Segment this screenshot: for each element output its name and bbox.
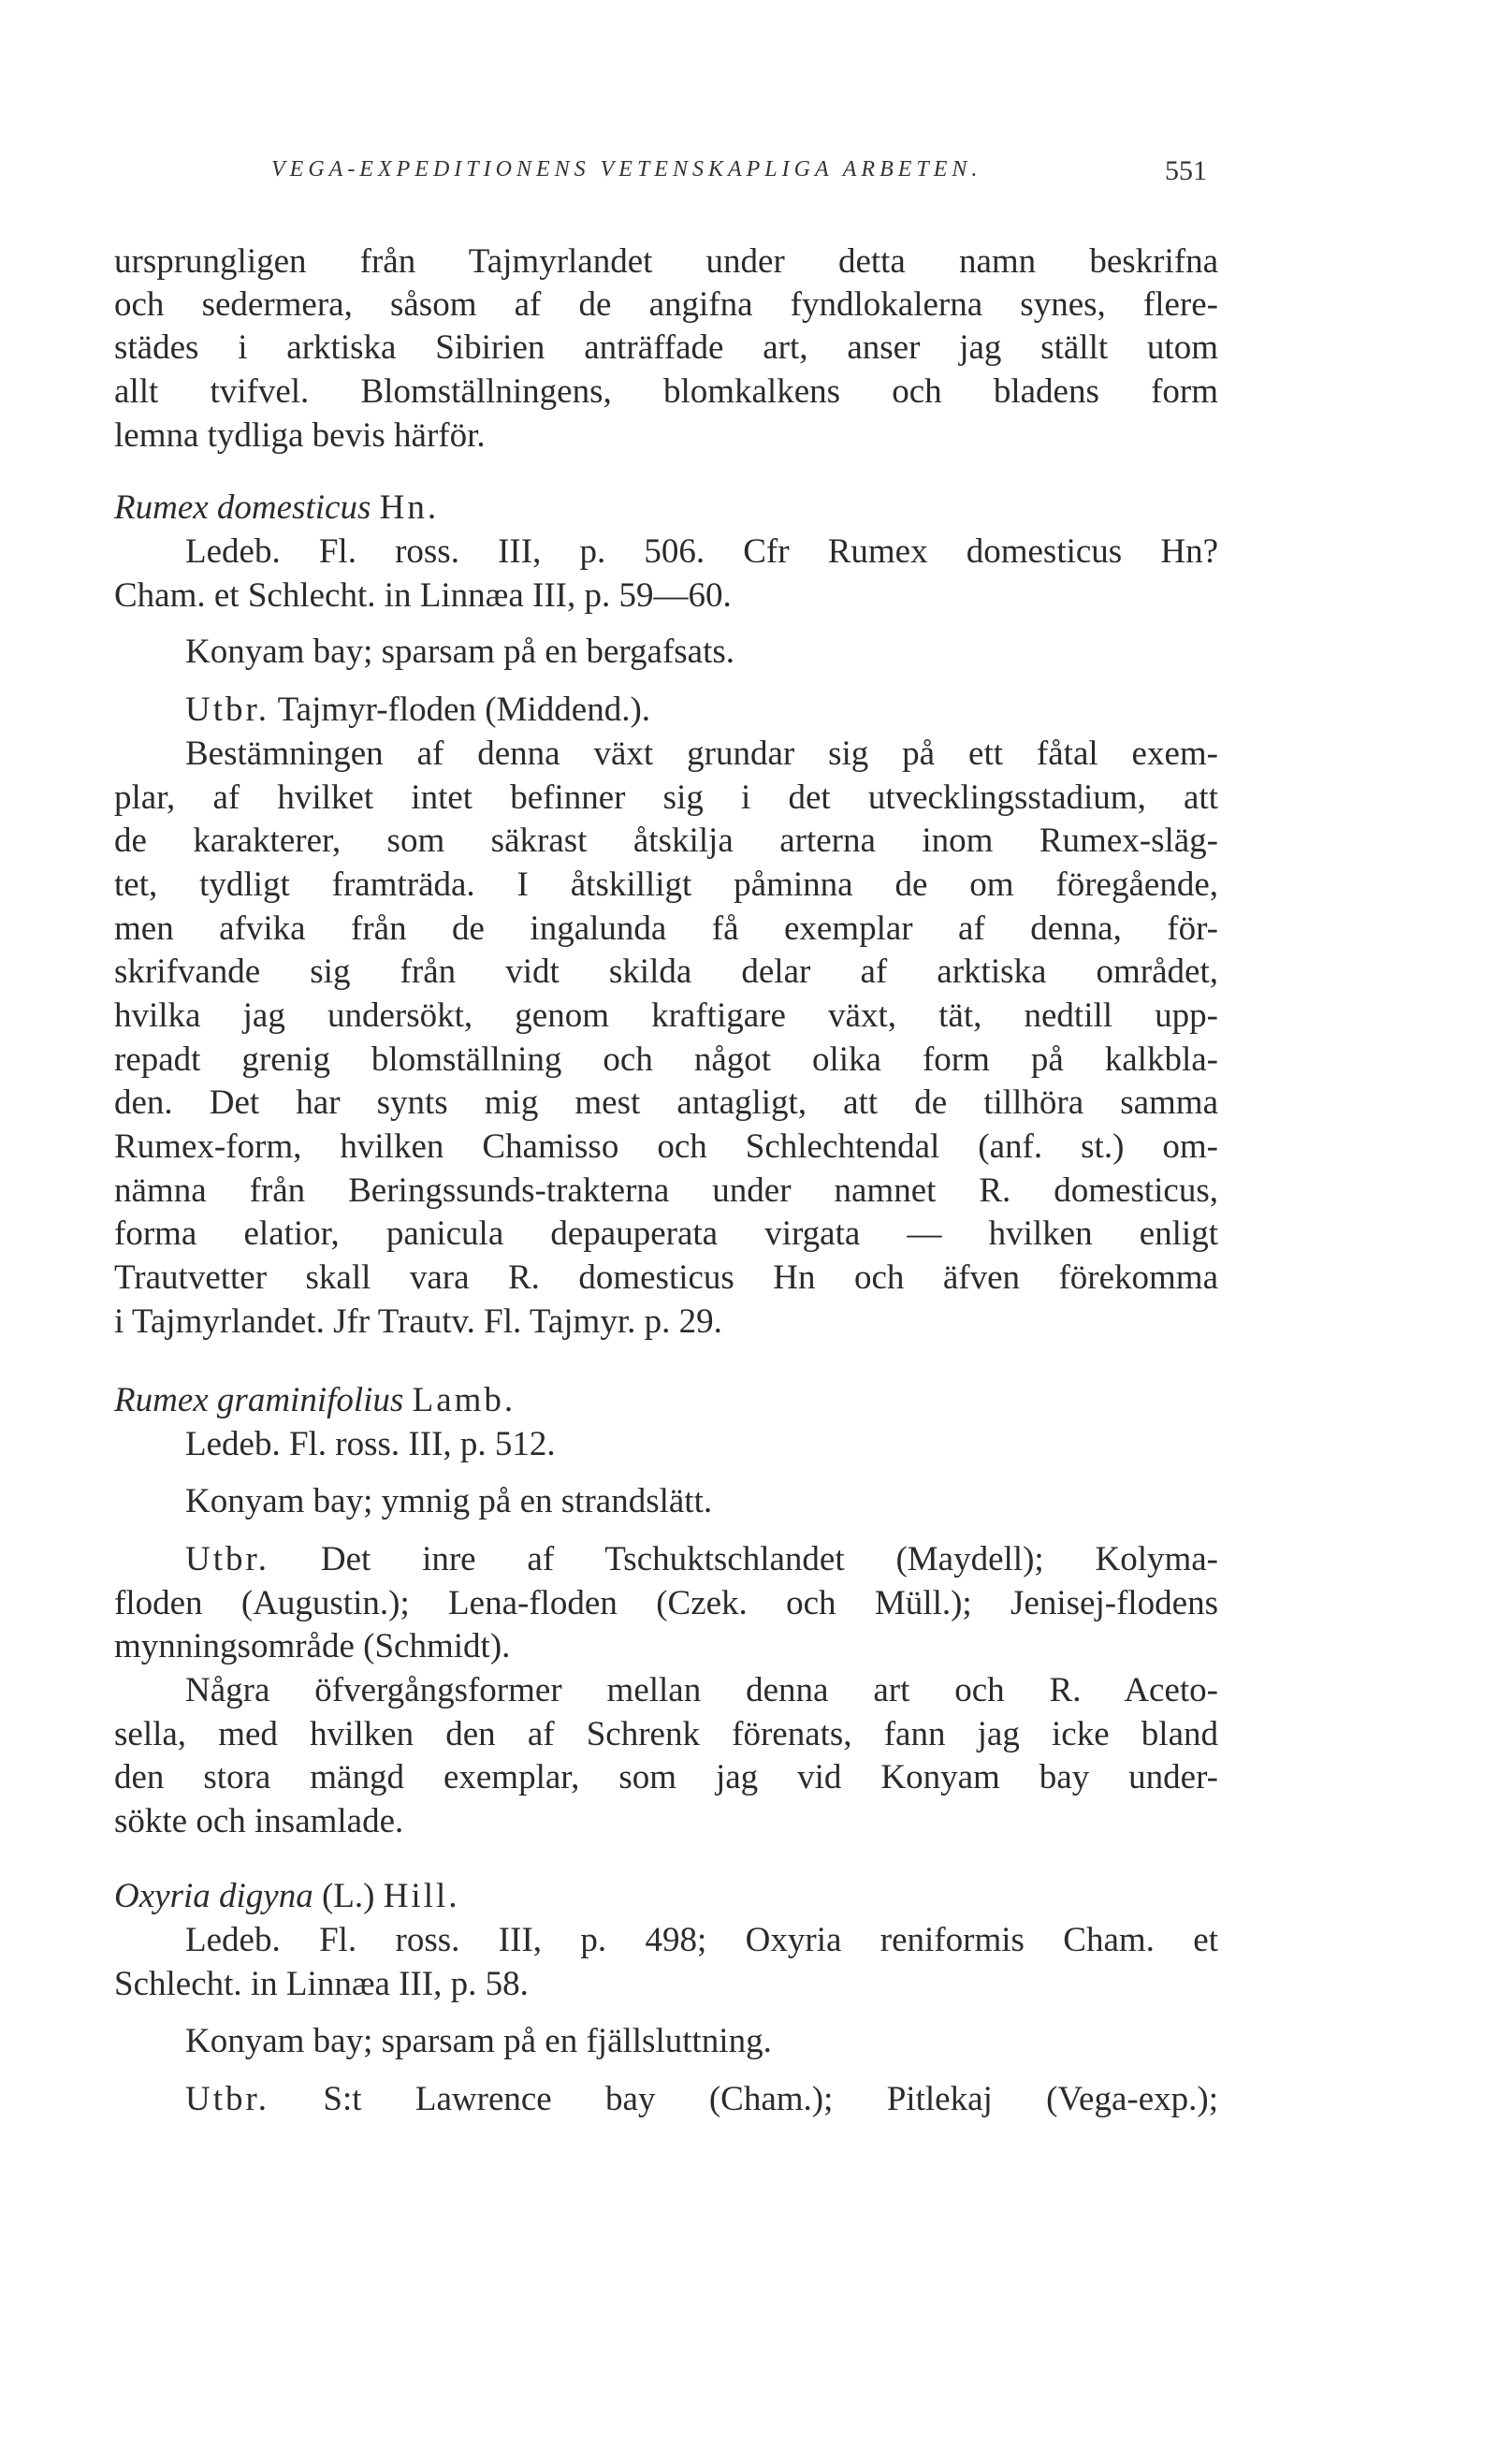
species-heading	[114, 1379, 1218, 1422]
species-author: Hn.	[379, 488, 440, 527]
locality-line: Konyam bay; sparsam på en fjällsluttning.	[185, 2022, 772, 2060]
text-line: den. Det har synts mig mest antagligt, att de tillhöra samma	[114, 1083, 1218, 1122]
reference-line: Ledeb. Fl. ross. III, p. 506. Cfr Rumex domesticus Hn?	[185, 532, 1218, 571]
text-line: lemna tydliga bevis härför.	[114, 416, 486, 455]
text-line: sökte och insamlade.	[114, 1802, 404, 1840]
text-line: den stora mängd exemplar, som jag vid Konyam bay under-	[114, 1758, 1218, 1796]
page-number: 551	[1165, 155, 1207, 186]
text-line: floden (Augustin.); Lena-floden (Czek. och Müll.); Jenisej-flodens	[114, 1584, 1218, 1622]
species-name: Oxyria digyna	[114, 1877, 313, 1915]
text-line: sella, med hvilken den af Schrenk förenats, fann jag icke bland	[114, 1715, 1218, 1753]
running-header: VEGA-EXPEDITIONENS VETENSKAPLIGA ARBETEN.	[271, 157, 982, 182]
distribution-label: Utbr.	[185, 691, 270, 729]
text-line: repadt grenig blomställning och något olika form på kalkbla-	[114, 1040, 1218, 1079]
text-line: de karakterer, som säkrast åtskilja arterna inom Rumex-släg-	[114, 822, 1218, 860]
text-line: nämna från Beringssunds-trakterna under namnet R. domesticus,	[114, 1171, 1218, 1210]
text-line: Några öfvergångsformer mellan denna art och R. Aceto-	[185, 1671, 1218, 1709]
text-line: skrifvande sig från vidt skilda delar af arktiska området,	[114, 952, 1218, 991]
text-line: ursprungligen från Tajmyrlandet under detta namn beskrifna	[114, 242, 1218, 281]
text-line: men afvika från de ingalunda få exemplar af denna, för-	[114, 909, 1218, 948]
distribution-line	[185, 689, 1289, 732]
text-line: mynningsområde (Schmidt).	[114, 1627, 511, 1665]
reference-line: Ledeb. Fl. ross. III, p. 498; Oxyria reniformis Cham. et	[185, 1921, 1218, 1959]
text-line: och sedermera, såsom af de angifna fyndlokalerna synes, flere-	[114, 285, 1218, 324]
reference-line: Schlecht. in Linnæa III, p. 58.	[114, 1965, 529, 2003]
distribution-text: S:t Lawrence bay (Cham.); Pitlekaj (Vega-exp.);	[323, 2080, 1219, 2118]
species-author: Hill.	[383, 1877, 460, 1915]
species-name: Rumex graminifolius	[114, 1381, 404, 1419]
text-line: hvilka jag undersökt, genom kraftigare växt, tät, nedtill upp-	[114, 996, 1218, 1035]
species-name: Rumex domesticus	[114, 488, 371, 527]
reference-line: Cham. et Schlecht. in Linnæa III, p. 59—60.	[114, 576, 732, 615]
species-heading	[114, 1875, 1218, 1918]
text-line: i Tajmyrlandet. Jfr Trautv. Fl. Tajmyr. p. 29.	[114, 1302, 722, 1341]
text-line: Rumex-form, hvilken Chamisso och Schlechtendal (anf. st.) om-	[114, 1127, 1218, 1166]
species-author-paren: (L.)	[321, 1877, 375, 1915]
distribution-label: Utbr.	[185, 2080, 270, 2118]
species-heading	[114, 487, 1218, 530]
locality-line: Konyam bay; ymnig på en strandslätt.	[185, 1482, 713, 1520]
locality-line: Konyam bay; sparsam på en bergafsats.	[185, 633, 735, 671]
text-line: plar, af hvilket intet befinner sig i det utvecklingsstadium, att	[114, 778, 1218, 817]
text-line: allt tvifvel. Blomställningens, blomkalkens och bladens form	[114, 372, 1218, 411]
reference-line: Ledeb. Fl. ross. III, p. 512.	[185, 1425, 556, 1463]
text-line: Bestämningen af denna växt grundar sig på ett fåtal exem-	[185, 734, 1218, 773]
text-line: tet, tydligt framträda. I åtskilligt påminna de om föregående,	[114, 865, 1218, 904]
distribution-label: Utbr.	[185, 1540, 270, 1578]
distribution-text: Tajmyr-floden (Middend.).	[277, 691, 651, 729]
distribution-line	[185, 2078, 1218, 2121]
text-line: städes i arktiska Sibirien anträffade art, anser jag ställt utom	[114, 328, 1218, 367]
distribution-line	[185, 1538, 1218, 1581]
distribution-text: Det inre af Tschuktschlandet (Maydell); Kolyma-	[320, 1540, 1218, 1578]
text-line: Trautvetter skall vara R. domesticus Hn och äfven förekomma	[114, 1258, 1218, 1297]
text-line: forma elatior, panicula depauperata virgata — hvilken enligt	[114, 1214, 1218, 1253]
species-author: Lamb.	[412, 1381, 516, 1419]
